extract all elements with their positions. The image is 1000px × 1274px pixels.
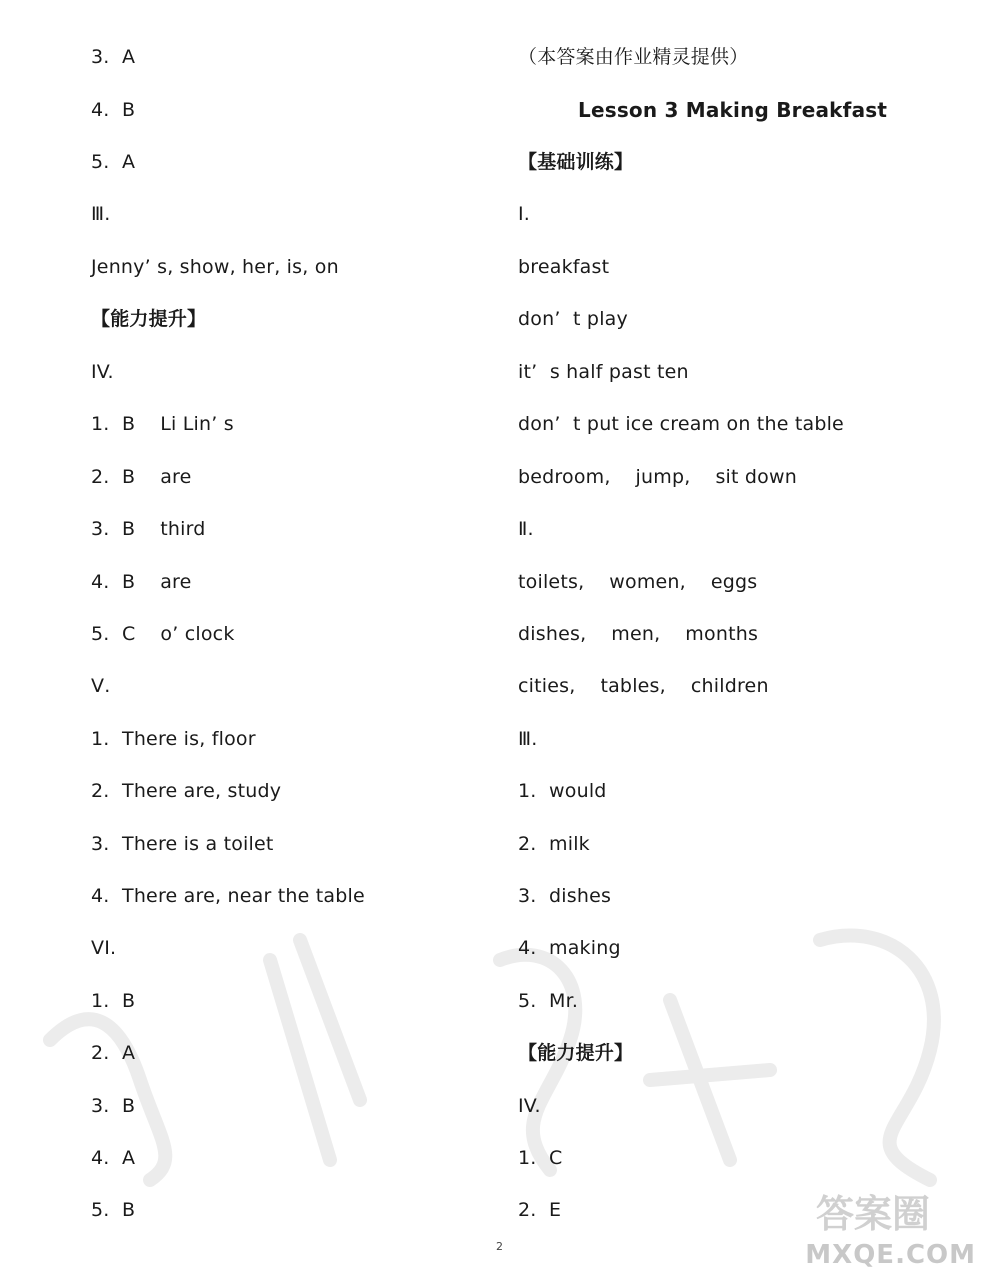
section-numeral: Ⅲ. [518, 728, 538, 750]
answer-line: don’ t put ice cream on the table [518, 413, 844, 435]
answer-line: 1. B [91, 990, 136, 1012]
answer-line: don’ t play [518, 308, 628, 330]
answer-line: 2. E [518, 1199, 562, 1221]
watermark-logo-text: 答案圈 [815, 1192, 930, 1236]
answer-line: 5. A [91, 151, 136, 173]
answer-line: it’ s half past ten [518, 361, 689, 383]
answer-line: 4. B are [91, 571, 192, 593]
answer-line: 3. There is a toilet [91, 833, 274, 855]
answer-line: 1. C [518, 1147, 563, 1169]
section-numeral: Ⅴ. [91, 675, 111, 697]
answer-line: 1. would [518, 780, 607, 802]
page-number: 2 [496, 1240, 503, 1253]
answer-line: 3. B third [91, 518, 206, 540]
answer-line: 1. B Li Lin’ s [91, 413, 234, 435]
answer-line: 5. Mr. [518, 990, 579, 1012]
background-watermark [30, 900, 990, 1200]
answer-line: breakfast [518, 256, 610, 278]
section-heading: 【基础训练】 [518, 151, 634, 173]
answer-line: Jenny’ s, show, her, is, on [91, 256, 339, 278]
answer-line: 4. B [91, 99, 136, 121]
answer-line: toilets, women, eggs [518, 571, 758, 593]
site-watermark-logo [740, 1194, 990, 1274]
watermark-site-text: MXQE.COM [805, 1240, 976, 1270]
answer-line: 2. B are [91, 466, 192, 488]
answer-line: 2. milk [518, 833, 590, 855]
section-numeral: IV. [91, 361, 114, 383]
section-heading: 【能力提升】 [518, 1042, 634, 1064]
provider-note: （本答案由作业精灵提供） [518, 46, 749, 68]
answer-line: 2. There are, study [91, 780, 282, 802]
answer-line: bedroom, jump, sit down [518, 466, 797, 488]
answer-line: cities, tables, children [518, 675, 769, 697]
answer-line: dishes, men, months [518, 623, 759, 645]
answer-line: 3. A [91, 46, 136, 68]
answer-line: 1. There is, floor [91, 728, 256, 750]
section-numeral: IV. [518, 1095, 541, 1117]
answer-line: 4. making [518, 937, 621, 959]
answer-line: 5. B [91, 1199, 136, 1221]
answer-line: 5. C o’ clock [91, 623, 235, 645]
answer-line: 3. dishes [518, 885, 612, 907]
answer-line: 4. A [91, 1147, 136, 1169]
section-numeral: Ⅲ. [91, 203, 111, 225]
answer-line: 4. There are, near the table [91, 885, 365, 907]
section-numeral: VI. [91, 937, 117, 959]
section-heading: 【能力提升】 [91, 308, 207, 330]
section-numeral: Ⅰ. [518, 203, 531, 225]
section-numeral: Ⅱ. [518, 518, 534, 540]
lesson-title: Lesson 3 Making Breakfast [578, 98, 888, 122]
answer-line: 2. A [91, 1042, 136, 1064]
answer-line: 3. B [91, 1095, 136, 1117]
